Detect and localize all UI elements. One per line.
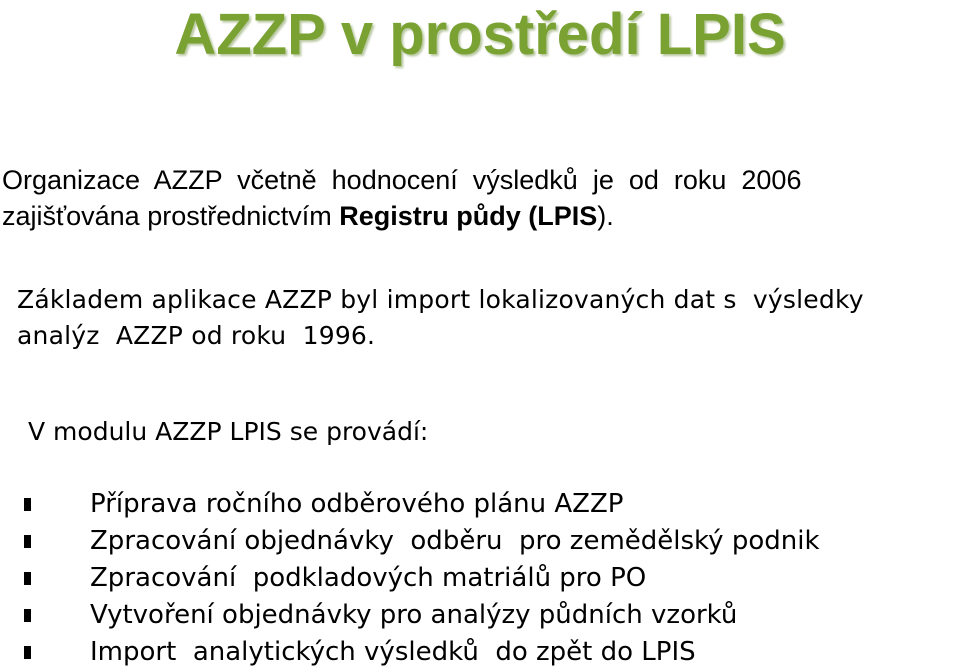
- list-item: [0, 523, 940, 560]
- list-item: [0, 634, 940, 671]
- module-heading: V modulu AZZP LPIS se provádí:: [28, 417, 429, 446]
- list-item-text: Zpracování podkladových matriálů pro PO: [90, 563, 647, 593]
- basis-line-1: Základem aplikace AZZP byl import lokalizovaných dat s výsledky: [17, 285, 864, 314]
- task-list: [0, 486, 940, 671]
- square-bullet-icon: [22, 607, 34, 625]
- intro-line-2: zajišťována prostřednictvím: [2, 201, 340, 231]
- intro-bold-registry: Registru půdy (LPIS: [339, 201, 598, 231]
- slide-title: AZZP v prostředí LPIS: [174, 2, 786, 67]
- square-bullet-icon: [22, 644, 34, 662]
- list-item-text: Příprava ročního odběrového plánu AZZP: [90, 489, 624, 519]
- list-item-text: Zpracování objednávky odběru pro zemědělský podnik: [90, 526, 820, 556]
- intro-line-2-end: ).: [597, 201, 614, 231]
- list-item: [0, 560, 940, 597]
- list-item: [0, 597, 940, 634]
- basis-line-2: analýz AZZP od roku 1996.: [17, 321, 376, 350]
- square-bullet-icon: [22, 496, 34, 514]
- intro-line-1: Organizace AZZP včetně hodnocení výsledků je od roku 2006: [2, 165, 802, 195]
- square-bullet-icon: [22, 533, 34, 551]
- list-item-text: Import analytických výsledků do zpět do LPIS: [90, 637, 696, 667]
- square-bullet-icon: [22, 570, 34, 588]
- list-item-text: Vytvoření objednávky pro analýzy půdních vzorků: [90, 600, 738, 630]
- basis-paragraph: [17, 282, 960, 354]
- intro-paragraph: [2, 162, 952, 234]
- list-item: [0, 486, 940, 523]
